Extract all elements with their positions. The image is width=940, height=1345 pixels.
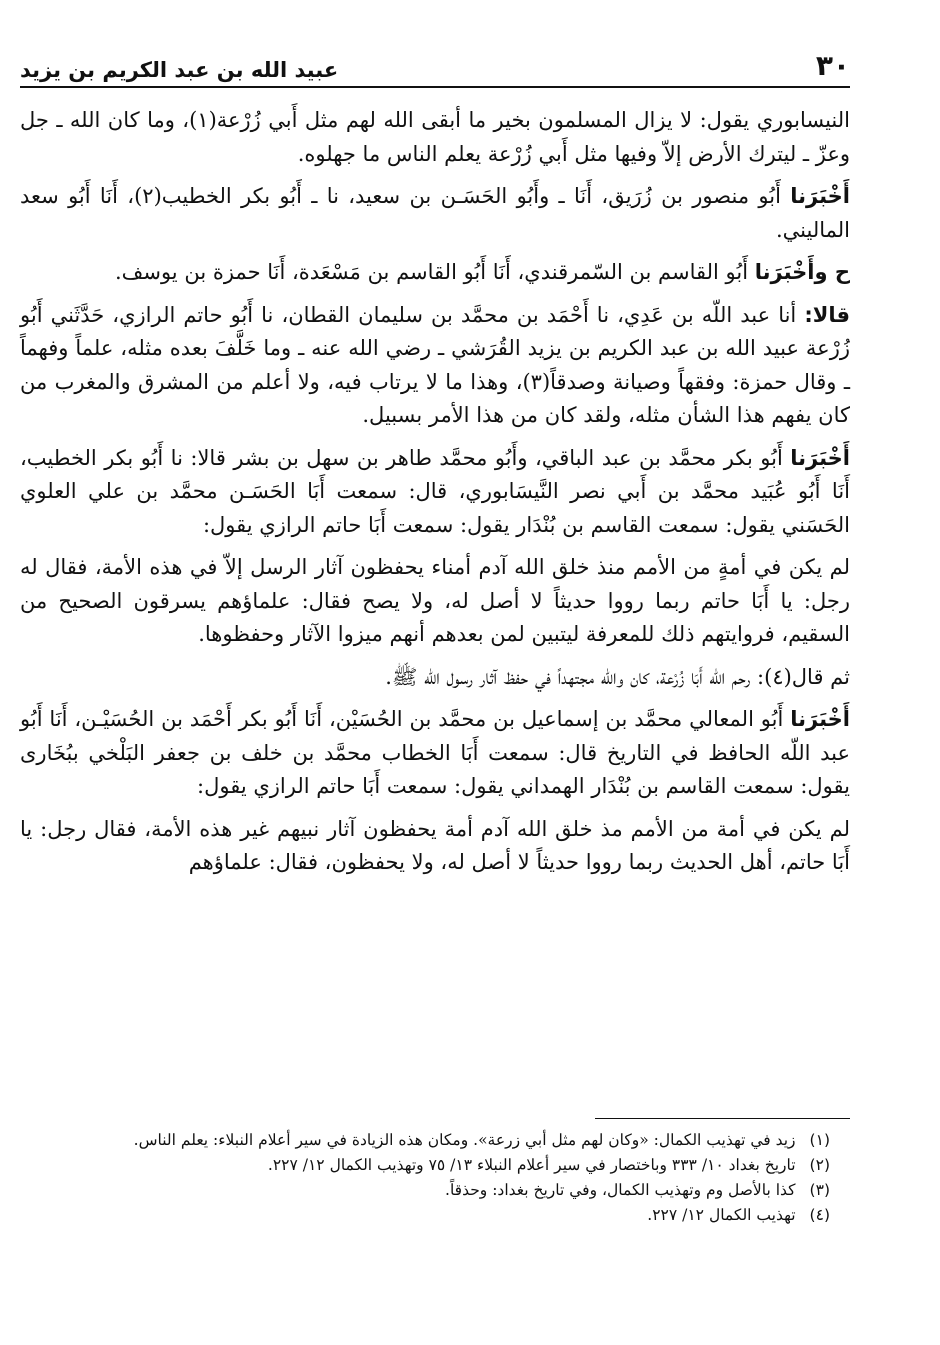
footnote-text: زيد في تهذيب الكمال: «وكان لهم مثل أبي زرعة». ومكان هذه الزيادة في سير أعلام النبلاء: يعلم الناس. [133,1131,796,1149]
footnote-text: كذا بالأصل وم وتهذيب الكمال، وفي تاريخ بغداد: وحذقاً. [445,1181,796,1199]
akhbarana-lead: ح وأَخْبَرَنا [754,260,850,284]
footnote-number: (١) [809,1131,830,1149]
footnote-number: (٢) [809,1156,830,1174]
main-text [20,104,850,889]
paragraph-4: قالا: أنا عبد اللّه بن عَدِي، نا أَحْمَد بن محمَّد بن سليمان القطان، نا أَبُو حاتم الرازي، حَدَّثَني أَبُو زُرْعة عبيد الله بن عبد الكريم بن يزيد القُرَشي ـ رضي الله عنه ـ وما خَلَّفَ بعده مثله، علماً وفهماً ـ وقال حمزة: وفقهاً وصيانة وصدقاً(٣)، وهذا ما لا يرتاب فيه، ولا أعلم من المشرق والمغرب من كان يفهم هذا الشأن مثله، ولقد كان من هذا الأمر بسبيل. [20,302,850,427]
page-header [20,42,850,88]
akhbarana-lead: أَخْبَرَنا [790,707,850,731]
paragraph-9: لم يكن في أمة من الأمم مذ خلق الله آدم أمة يحفظون آثار نبيهم غير هذه الأمة، فقال رجل: يا أَبَا حاتم، أهل الحديث ربما رووا حديثاً لا أصل له، ولا يحفظون، فقال: علماؤهم [20,816,850,874]
footnotes [20,1128,830,1228]
paragraph-1: النيسابوري يقول: لا يزال المسلمون بخير ما أبقى الله لهم مثل أَبي زُرْعة(١)، وما كان الله ـ جل وعزّ ـ ليترك الأرض إلاّ وفيها مثل أَبي زُرْعة يعلم الناس ما جهلوه. [20,108,851,166]
footnote-text: تاريخ بغداد ١٠/ ٣٣٣ وباختصار في سير أعلام النبلاء ١٣/ ٧٥ وتهذيب الكمال ١٢/ ٢٢٧. [267,1156,796,1174]
footnote-text: تهذيب الكمال ١٢/ ٢٢٧. [647,1206,796,1224]
akhbarana-lead: أَخْبَرَنا [790,184,850,208]
running-title: عبيد الله بن عبد الكريم بن يزيد [20,58,339,82]
footnote-number: (٤) [809,1206,830,1224]
footnote [20,1153,830,1178]
paragraph-6: لم يكن في أمةٍ من الأمم منذ خلق الله آدم أمناء يحفظون آثار الرسل إلاّ في هذه الأمة، فقال له رجل: يا أَبَا حاتم ربما رووا حديثاً لا أصل له، ولا يصح فقال: علماؤهم يسرقون الصحيح من السقيم، فروايتهم ذلك للمعرفة ليتبين لمن بعدهم أنهم ميزوا الآثار وحفظوها. [20,555,850,646]
page-number: ٣٠ [815,49,850,82]
paragraph-8: أَخْبَرَنا أَبُو المعالي محمَّد بن إسماعيل بن محمَّد بن الحُسَيْن، أَنَا أَبُو بكر أَحْمَد بن الحُسَيْـن، أَنَا أَبُو عبد اللّه الحافظ في التاريخ قال: سمعت أَبَا الخطاب محمَّد بن خلف بن جعفر البَلْخي ببُخَارى يقول: سمعت القاسم بن بُنْدَار الهمداني يقول: سمعت أَبَا حاتم الرازي يقول: [20,707,850,798]
paragraph-3: ح وأَخْبَرَنا أَبُو القاسم بن السّمرقندي، أَنَا أَبُو القاسم بن مَسْعَدة، أَنَا حمزة بن يوسف. [114,260,850,284]
footnote [20,1203,830,1228]
footnote-number: (٣) [809,1181,830,1199]
akhbarana-lead: أَخْبَرَنا [790,445,850,470]
paragraph-2: أَخْبَرَنا أَبُو منصور بن زُرَيق، أَنَا ـ وأَبُو الحَسَـن بن سعيد، نا ـ أَبُو بكر الخطيب(٢)، أَنَا أَبُو سعد الماليني. [20,184,850,242]
footnote [20,1128,830,1153]
footnote-separator [595,1118,850,1119]
qala-lead: قالا: [804,302,850,327]
footnote [20,1178,830,1203]
paragraph-5: أَخْبَرَنا أَبُو بكر محمَّد بن عبد الباقي، وأَبُو محمَّد طاهر بن سهل بن بشر قالا: نا أَبُو بكر الخطيب، أَنَا أَبُو عُبَيد محمَّد بن أَبي نصر النَّيسَابوري، قال: سمعت أَبَا الحَسَـن محمَّد بن علي العلوي الحَسَني يقول: سمعت القاسم بن بُنْدَار يقول: سمعت أَبَا حاتم الرازي يقول: [20,445,850,537]
paragraph-7: ثم قال(٤): رحم الله أَبَا زُرْعة، كان والله مجتهداً في حفظ آثار رسول الله ﷺ. [385,664,850,689]
